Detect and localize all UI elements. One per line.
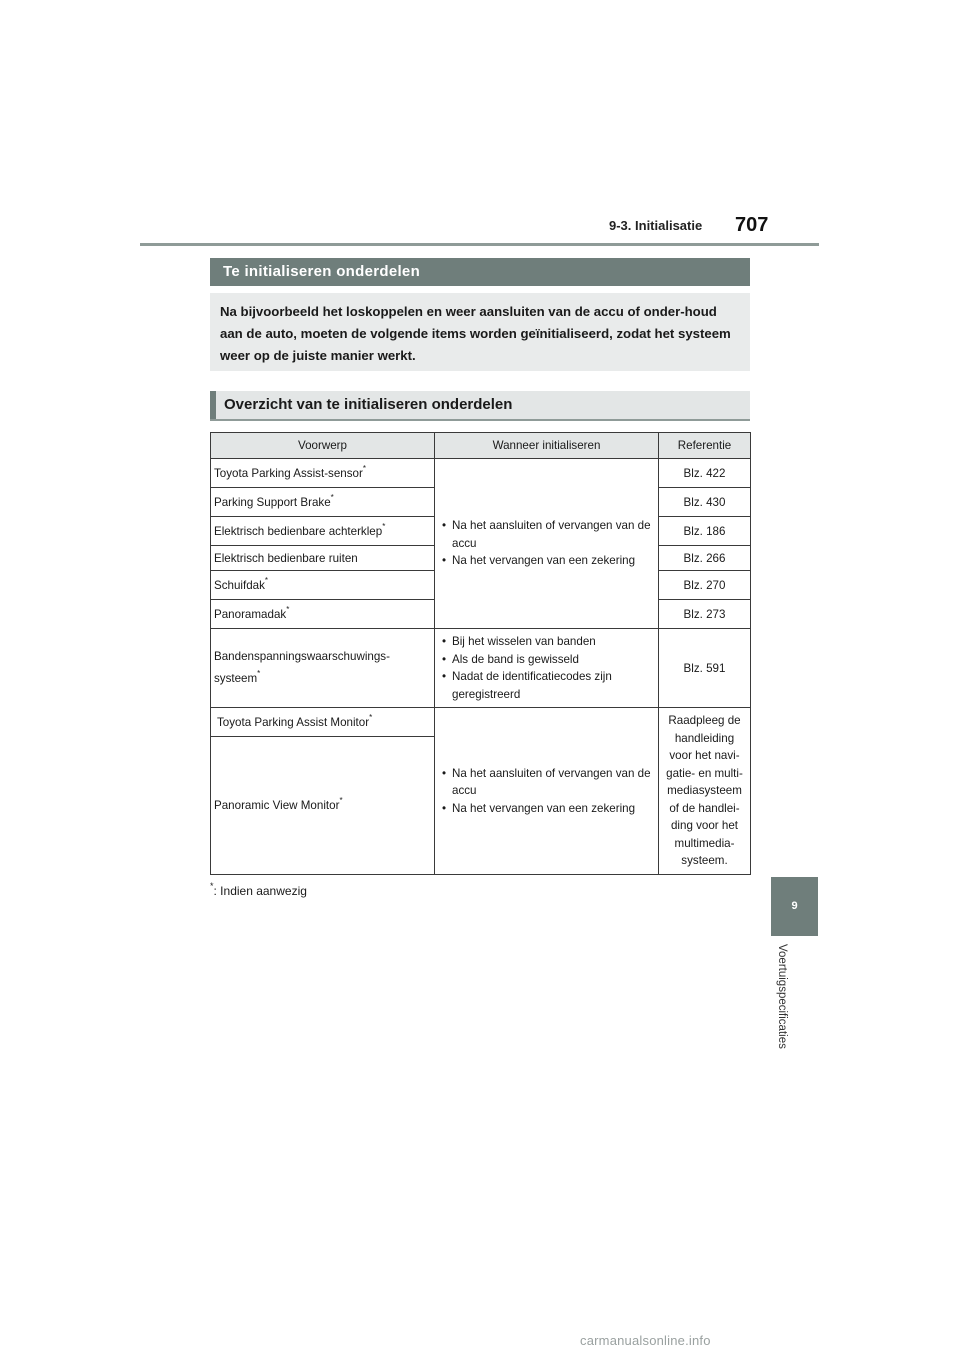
when-cell — [435, 459, 659, 629]
chapter-tab: 9 — [771, 877, 818, 936]
footnote-mark: * — [210, 881, 214, 891]
ref-cell: Blz. 186 — [659, 517, 751, 546]
page-number: 707 — [735, 214, 769, 236]
when-bullet: • Nadat de identificatiecodes zijn geregistreerd — [440, 668, 656, 703]
section-heading: Te initialiseren onderdelen — [210, 258, 750, 286]
when-bullet: • Na het vervangen van een zekering — [440, 552, 656, 570]
table-row — [211, 459, 751, 488]
when-bullet: • Na het aansluiten of vervangen van de accu — [440, 765, 656, 800]
when-bullet: • Na het vervangen van een zekering — [440, 800, 656, 818]
when-bullet: • Na het aansluiten of vervangen van de accu — [440, 517, 656, 552]
item-name: Parking Support Brake* — [211, 488, 435, 517]
when-cell — [435, 629, 659, 708]
table-header-row — [211, 433, 751, 459]
when-bullet: • Als de band is gewisseld — [440, 651, 656, 669]
table-row — [211, 708, 751, 737]
watermark: carmanualsonline.info — [580, 1333, 711, 1348]
item-name: Bandenspanningswaarschuwings- systeem* — [211, 629, 435, 708]
top-rule — [140, 243, 819, 246]
footnote-text: : Indien aanwezig — [213, 884, 307, 898]
subheading-text: Overzicht van te initialiseren onderdelen — [224, 396, 513, 413]
table-row — [211, 629, 751, 708]
col-header-when: Wanneer initialiseren — [435, 433, 659, 459]
ref-cell: Blz. 430 — [659, 488, 751, 517]
ref-cell: Blz. 266 — [659, 546, 751, 571]
when-cell — [435, 708, 659, 875]
col-header-item: Voorwerp — [211, 433, 435, 459]
when-bullet: • Bij het wisselen van banden — [440, 633, 656, 651]
item-name: Toyota Parking Assist-sensor* — [211, 459, 435, 488]
footnote — [210, 881, 307, 898]
ref-cell: Blz. 422 — [659, 459, 751, 488]
item-name: Panoramadak* — [211, 600, 435, 629]
intro-box: Na bijvoorbeeld het loskoppelen en weer aansluiten van de accu of onder-houd aan de auto, moeten de volgende items worden geïnitialiseerd, zodat het systeem weer op de juiste manier werkt. — [210, 293, 750, 371]
section-label: 9-3. Initialisatie — [609, 218, 703, 233]
chapter-title-text: Voertuigspecificaties — [776, 944, 788, 1049]
subheading — [210, 391, 750, 421]
item-name: Elektrisch bedienbare achterklep* — [211, 517, 435, 546]
initialization-table — [210, 432, 751, 875]
item-name: Elektrisch bedienbare ruiten — [211, 546, 435, 571]
ref-cell: Blz. 273 — [659, 600, 751, 629]
ref-cell: Raadpleeg de handleiding voor het navi- gatie- en multi- mediasysteem of de handlei- ding voor het multimedia- systeem. — [659, 708, 751, 875]
item-name: Panoramic View Monitor* — [211, 737, 435, 875]
ref-cell: Blz. 270 — [659, 571, 751, 600]
item-name: Toyota Parking Assist Monitor* — [211, 708, 435, 737]
col-header-ref: Referentie — [659, 433, 751, 459]
ref-cell: Blz. 591 — [659, 629, 751, 708]
item-name: Schuifdak* — [211, 571, 435, 600]
